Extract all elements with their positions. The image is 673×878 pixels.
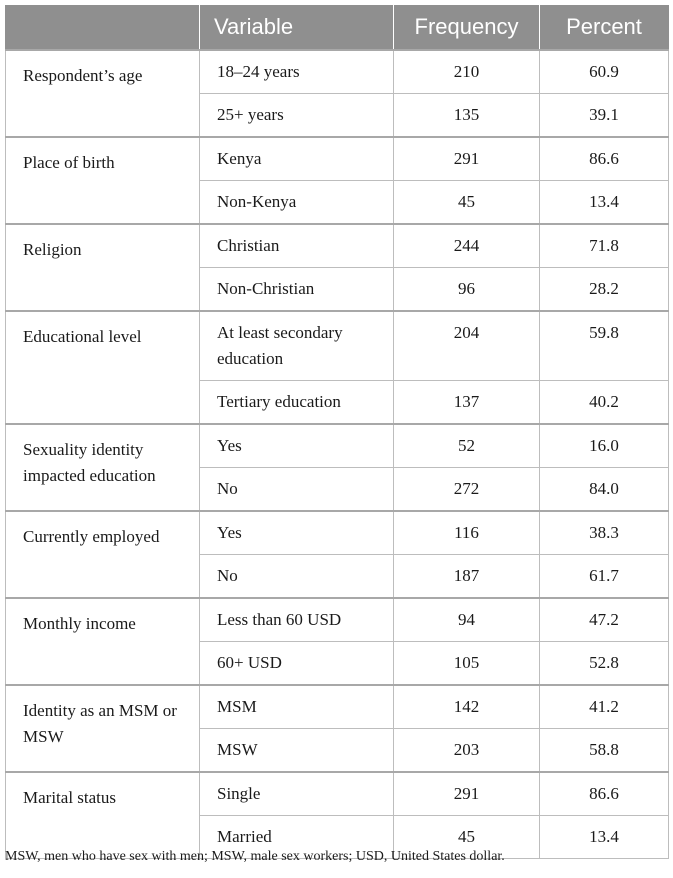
- percent-cell: 58.8: [540, 729, 669, 773]
- demographics-table: [5, 5, 669, 859]
- table-row: [6, 772, 669, 816]
- percent-cell: 28.2: [540, 268, 669, 312]
- frequency-cell: 96: [394, 268, 540, 312]
- frequency-cell: 244: [394, 224, 540, 268]
- frequency-cell: 52: [394, 424, 540, 468]
- percent-cell: 16.0: [540, 424, 669, 468]
- group-label: Monthly income: [6, 598, 200, 685]
- variable-cell: Kenya: [200, 137, 394, 181]
- group-label: Respondent’s age: [6, 50, 200, 137]
- frequency-cell: 142: [394, 685, 540, 729]
- variable-cell: Less than 60 USD: [200, 598, 394, 642]
- variable-cell: 25+ years: [200, 94, 394, 138]
- variable-cell: No: [200, 468, 394, 512]
- group-label: Marital status: [6, 772, 200, 859]
- table-row: [6, 224, 669, 268]
- percent-cell: 13.4: [540, 181, 669, 225]
- variable-cell: Married: [200, 816, 394, 859]
- table-row: [6, 311, 669, 381]
- group-label: Currently employed: [6, 511, 200, 598]
- frequency-cell: 210: [394, 50, 540, 94]
- percent-cell: 84.0: [540, 468, 669, 512]
- variable-cell: Yes: [200, 511, 394, 555]
- percent-cell: 86.6: [540, 772, 669, 816]
- variable-cell: MSW: [200, 729, 394, 773]
- frequency-cell: 137: [394, 381, 540, 425]
- variable-cell: 18–24 years: [200, 50, 394, 94]
- group-label: Educational level: [6, 311, 200, 424]
- header-row: [6, 5, 669, 50]
- percent-cell: 13.4: [540, 816, 669, 859]
- table-row: [6, 598, 669, 642]
- frequency-cell: 272: [394, 468, 540, 512]
- group-label: Place of birth: [6, 137, 200, 224]
- variable-cell: Single: [200, 772, 394, 816]
- frequency-cell: 291: [394, 137, 540, 181]
- variable-cell: MSM: [200, 685, 394, 729]
- table-container: [5, 5, 668, 859]
- percent-cell: 38.3: [540, 511, 669, 555]
- frequency-cell: 291: [394, 772, 540, 816]
- group-label: Religion: [6, 224, 200, 311]
- variable-cell: Non-Kenya: [200, 181, 394, 225]
- percent-cell: 39.1: [540, 94, 669, 138]
- percent-cell: 40.2: [540, 381, 669, 425]
- header-frequency: Frequency: [394, 5, 540, 50]
- variable-cell: No: [200, 555, 394, 599]
- frequency-cell: 116: [394, 511, 540, 555]
- table-row: [6, 511, 669, 555]
- group-label: Sexuality identity impacted education: [6, 424, 200, 511]
- variable-cell: Christian: [200, 224, 394, 268]
- table-row: [6, 685, 669, 729]
- header-group: [6, 5, 200, 50]
- percent-cell: 71.8: [540, 224, 669, 268]
- frequency-cell: 45: [394, 181, 540, 225]
- percent-cell: 41.2: [540, 685, 669, 729]
- percent-cell: 47.2: [540, 598, 669, 642]
- table-body: [6, 50, 669, 859]
- frequency-cell: 45: [394, 816, 540, 859]
- table-row: [6, 424, 669, 468]
- table-row: [6, 50, 669, 94]
- header-variable: Variable: [200, 5, 394, 50]
- frequency-cell: 94: [394, 598, 540, 642]
- group-label: Identity as an MSM or MSW: [6, 685, 200, 772]
- variable-cell: Tertiary education: [200, 381, 394, 425]
- header-percent: Percent: [540, 5, 669, 50]
- variable-cell: At least secondary education: [200, 311, 394, 381]
- table-row: [6, 137, 669, 181]
- percent-cell: 86.6: [540, 137, 669, 181]
- percent-cell: 59.8: [540, 311, 669, 381]
- frequency-cell: 203: [394, 729, 540, 773]
- percent-cell: 52.8: [540, 642, 669, 686]
- variable-cell: Non-Christian: [200, 268, 394, 312]
- frequency-cell: 204: [394, 311, 540, 381]
- frequency-cell: 135: [394, 94, 540, 138]
- frequency-cell: 187: [394, 555, 540, 599]
- frequency-cell: 105: [394, 642, 540, 686]
- table-footnote: MSW, men who have sex with men; MSW, male sex workers; USD, United States dollar.: [5, 849, 505, 864]
- variable-cell: Yes: [200, 424, 394, 468]
- percent-cell: 61.7: [540, 555, 669, 599]
- percent-cell: 60.9: [540, 50, 669, 94]
- variable-cell: 60+ USD: [200, 642, 394, 686]
